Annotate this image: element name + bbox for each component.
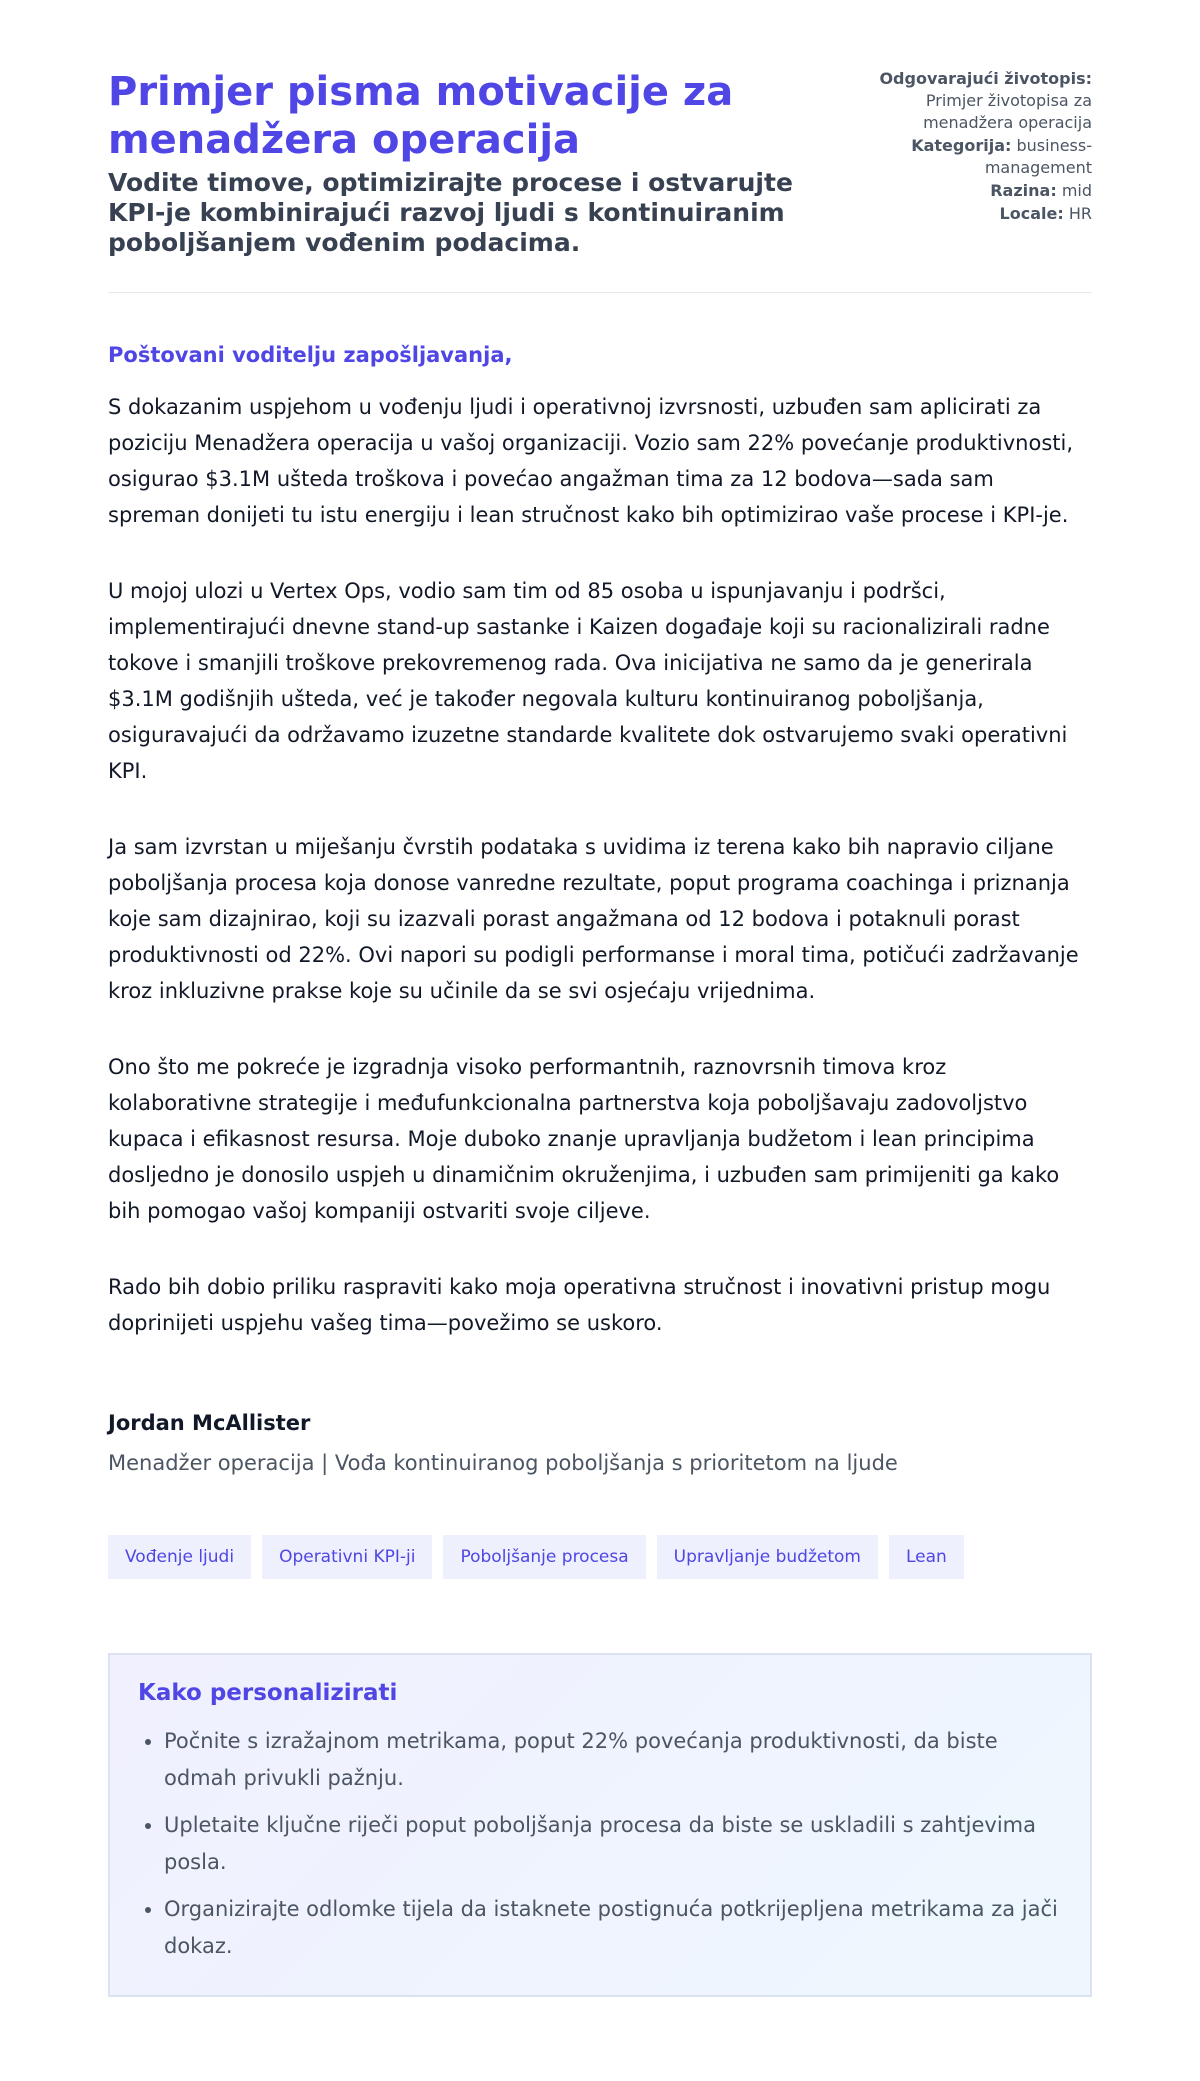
signature-role: Menadžer operacija | Vođa kontinuiranog poboljšanja s prioritetom na ljude [108,1451,898,1475]
signature-name: Jordan McAllister [108,1411,311,1435]
personalization-tips [108,1653,1092,1997]
meta-panel [852,68,1092,226]
letter-paragraph: Ono što me pokreće je izgradnja visoko performantnih, raznovrsnih timova kroz kolaborativne strategije i međufunkcionalna partnerstva koja poboljšavaju zadovoljstvo kupaca i efikasnost resursa. Moje duboko znanje upravljanja budžetom i lean principima dosljedno je donosilo uspjeh u dinamičnim okruženjima, i uzbuđen sam primijeniti ga kako bih pomogao vašoj kompaniji ostvariti svoje ciljeve. [108,1055,1060,1223]
meta-key: Kategorija: [911,136,1012,155]
meta-key: Razina: [990,181,1057,200]
skill-tag: Poboljšanje procesa [443,1535,645,1579]
meta-value: Primjer životopisa za menadžera operacija [923,91,1092,132]
letter-paragraph: Rado bih dobio priliku raspraviti kako moja operativna stručnost i inovativni pristup mogu doprinijeti uspjehu vašeg tima—povežimo se uskoro. [108,1275,1051,1335]
meta-matching-resume [852,68,1092,134]
tips-item: • Upletaite ključne riječi poput poboljšanja procesa da biste se uskladili s zahtjevima posla. [164,1807,1062,1881]
letter-paragraph: S dokazanim uspjehom u vođenju ljudi i operativnoj izvrsnosti, uzbuđen sam aplicirati za poziciju Menadžera operacija u vašoj organizaciji. Vozio sam 22% povećanje produktivnosti, osigurao $3.1M ušteda troškova i povećao angažman tima za 12 bodova—sada sam spreman donijeti tu istu energiju i lean stručnost kako bih optimizirao vaše procese i KPI-je. [108,395,1074,527]
meta-level [852,180,1092,202]
letter-paragraph: U mojoj ulozi u Vertex Ops, vodio sam tim od 85 osoba u ispunjavanju i podršci, implementirajući dnevne stand-up sastanke i Kaizen događaje koji su racionalizirali radne tokove i smanjili troškove prekovremenog rada. Ova inicijativa ne samo da je generirala $3.1M godišnjih ušteda, već je također negovala kulturu kontinuiranog poboljšanja, osiguravajući da održavamo izuzetne standarde kvalitete dok ostvarujemo svaki operativni KPI. [108,579,1068,783]
header-titles [108,68,828,258]
skill-tags [108,1535,1092,1579]
tips-title: Kako personalizirati [138,1680,398,1706]
skill-tag: Vođenje ljudi [108,1535,251,1579]
tips-item: • Organizirajte odlomke tijela da istaknete postignuća potkrijepljena metrikama za jači dokaz. [164,1891,1062,1965]
tips-list [138,1723,1062,1965]
letter-paragraph: Ja sam izvrstan u miješanju čvrstih podataka s uvidima iz terena kako bih napravio ciljane poboljšanja procesa koja donose vanredne rezultate, poput programa coachinga i priznanja koje sam dizajnirao, koji su izazvali porast angažmana od 12 bodova i potaknuli porast produktivnosti od 22%. Ovi napori su podigli performanse i moral tima, potičući zadržavanje kroz inkluzivne prakse koje su učinile da se svi osjećaju vrijednima. [108,835,1079,1003]
meta-key: Odgovarajući životopis: [879,69,1092,88]
page-subtitle: Vodite timove, optimizirajte procese i ostvarujte KPI-je kombinirajući razvoj ljudi s kontinuiranim poboljšanjem vođenim podacima. [108,168,793,257]
signature-block [108,1409,1092,1477]
meta-locale [852,203,1092,225]
letter-body [108,341,1092,1477]
meta-value: HR [1068,204,1092,223]
letter-greeting: Poštovani voditelju zapošljavanja, [108,343,513,367]
meta-value: mid [1061,181,1092,200]
page-title: Primjer pisma motivacije za menadžera operacija [108,69,734,163]
page-header [108,68,1092,293]
meta-key: Locale: [999,204,1064,223]
skill-tag: Upravljanje budžetom [657,1535,878,1579]
skill-tag: Lean [889,1535,964,1579]
meta-value: business-management [984,136,1092,177]
skill-tag: Operativni KPI-ji [262,1535,432,1579]
tips-item: • Počnite s izražajnom metrikama, poput 22% povećanja produktivnosti, da biste odmah privukli pažnju. [164,1723,1062,1797]
meta-category [852,135,1092,179]
